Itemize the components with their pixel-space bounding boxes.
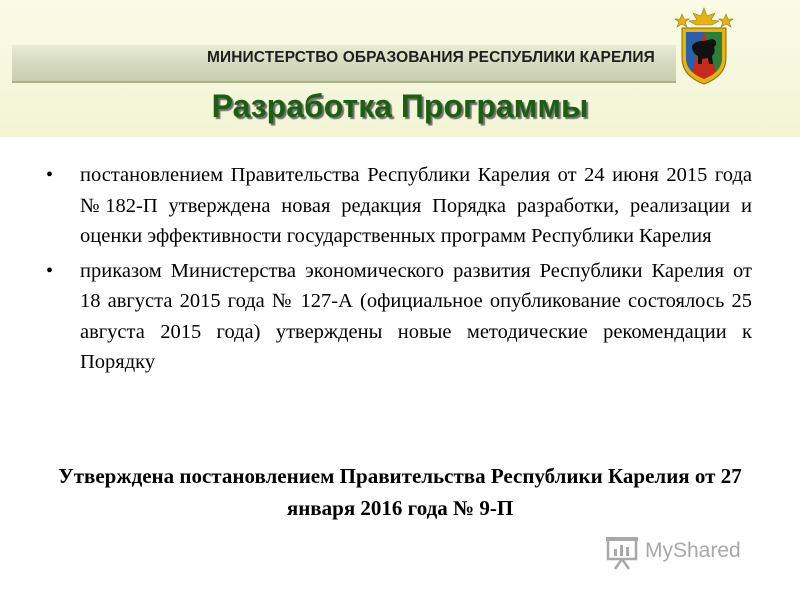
approval-note: Утверждена постановлением Правительства Республики Карелия от 27 января 2016 года № 9-П	[58, 464, 742, 520]
watermark-text: MyShared	[645, 539, 741, 562]
karelia-coat-of-arms-icon	[672, 6, 736, 86]
bullet-text: приказом Министерства экономического развития Республики Карелия от 18 августа 2015 года № 127-А (официальное опубликование состоялось 25 августа 2015 года) утверждены новые методические рекомендации к Порядку	[80, 259, 752, 373]
slide-title: Разработка Программы	[211, 88, 589, 124]
bullet-dot-icon: •	[46, 259, 54, 282]
bullet-list	[44, 160, 752, 382]
bullet-item	[44, 256, 752, 378]
bullet-item	[44, 160, 752, 252]
myshared-watermark	[605, 533, 775, 573]
presentation-icon	[605, 535, 639, 571]
bullet-text: постановлением Правительства Республики Карелия от 24 июня 2015 года №182-П утверждена новая редакция Порядка разработки, реализации и оценки эффективности государственных программ Республики Карелия	[80, 164, 752, 247]
ministry-name: МИНИСТЕРСТВО ОБРАЗОВАНИЯ РЕСПУБЛИКИ КАРЕЛИЯ	[207, 49, 655, 66]
bullet-dot-icon: •	[46, 164, 54, 186]
